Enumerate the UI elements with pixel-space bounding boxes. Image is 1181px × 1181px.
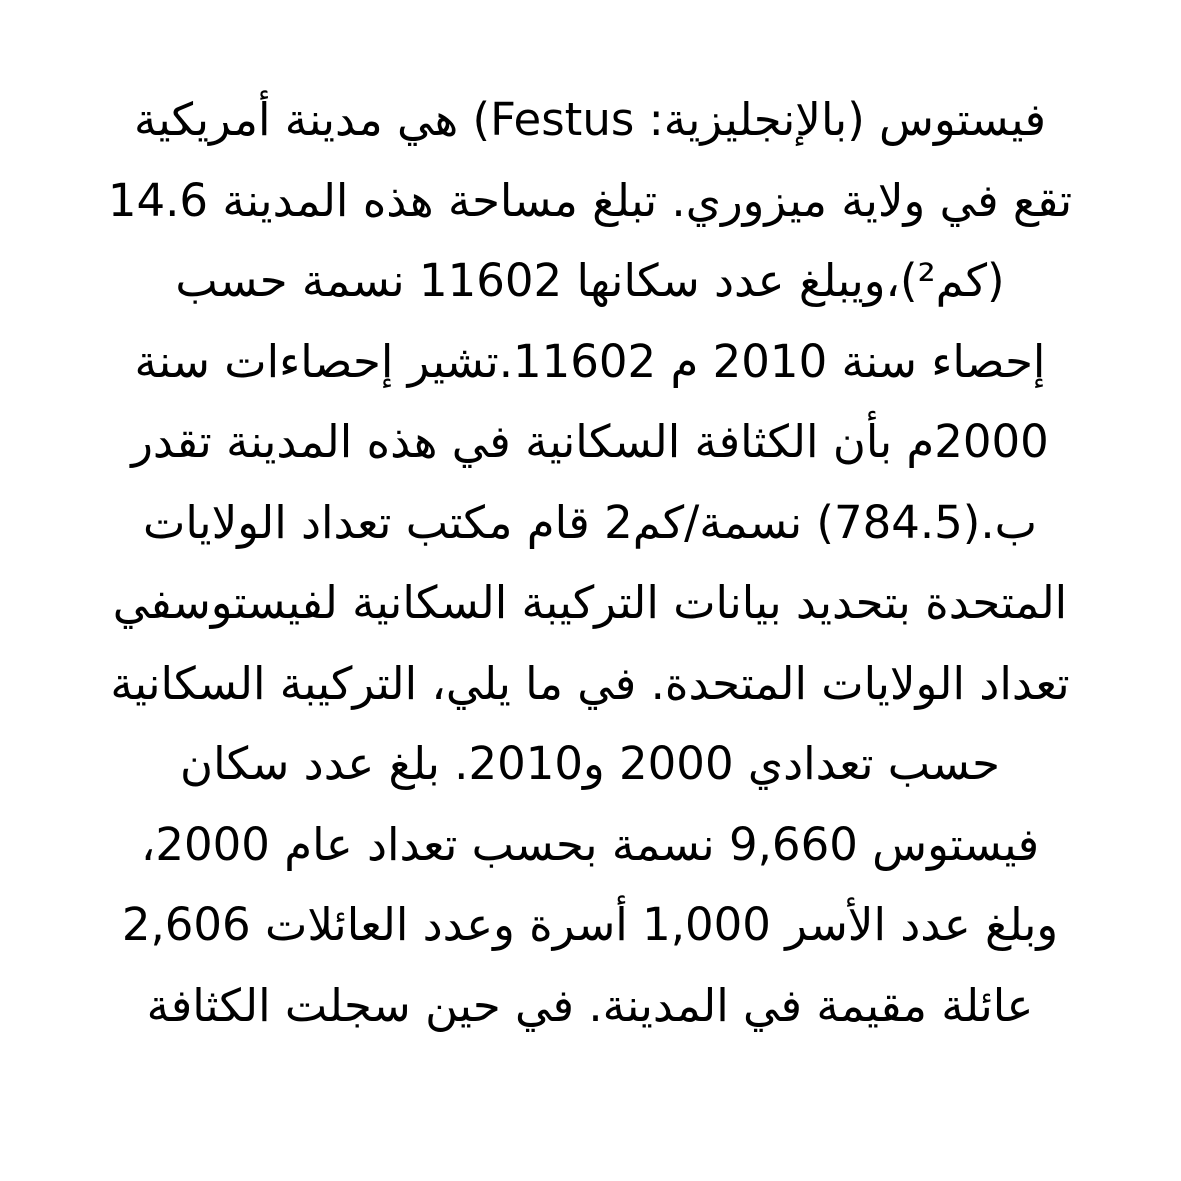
text-line-1: فيستوس (بالإنجليزية: Festus) هي مدينة أمريكية: [133, 93, 1047, 146]
text-line-9: حسب تعدادي 2000 و2010. بلغ عدد سكان: [180, 737, 1000, 790]
text-line-8: تعداد الولايات المتحدة. في ما يلي، التركيبة السكانية: [110, 656, 1070, 710]
text-line-7: المتحدة بتحديد بيانات التركيبة السكانية لفيستوسفي: [112, 576, 1068, 629]
article-paragraph: [95, 80, 1085, 1046]
text-line-3: (كم²)،ويبلغ عدد سكانها 11602 نسمة حسب: [175, 254, 1005, 307]
text-line-11: وبلغ عدد الأسر 1,000 أسرة وعدد العائلات 2,606: [121, 898, 1059, 951]
text-line-4: إحصاء سنة 2010 م 11602.تشير إحصاءات سنة: [134, 334, 1046, 388]
text-line-12: عائلة مقيمة في المدينة. في حين سجلت الكثافة: [146, 978, 1034, 1032]
text-line-6: ب.(784.5) نسمة/كم2 قام مكتب تعداد الولايات: [142, 495, 1038, 549]
text-line-5: 2000م بأن الكثافة السكانية في هذه المدينة تقدر: [131, 415, 1049, 468]
text-line-10: فيستوس 9,660 نسمة بحسب تعداد عام 2000،: [140, 817, 1040, 871]
text-line-2: تقع في ولاية ميزوري. تبلغ مساحة هذه المدينة 14.6: [107, 173, 1073, 227]
